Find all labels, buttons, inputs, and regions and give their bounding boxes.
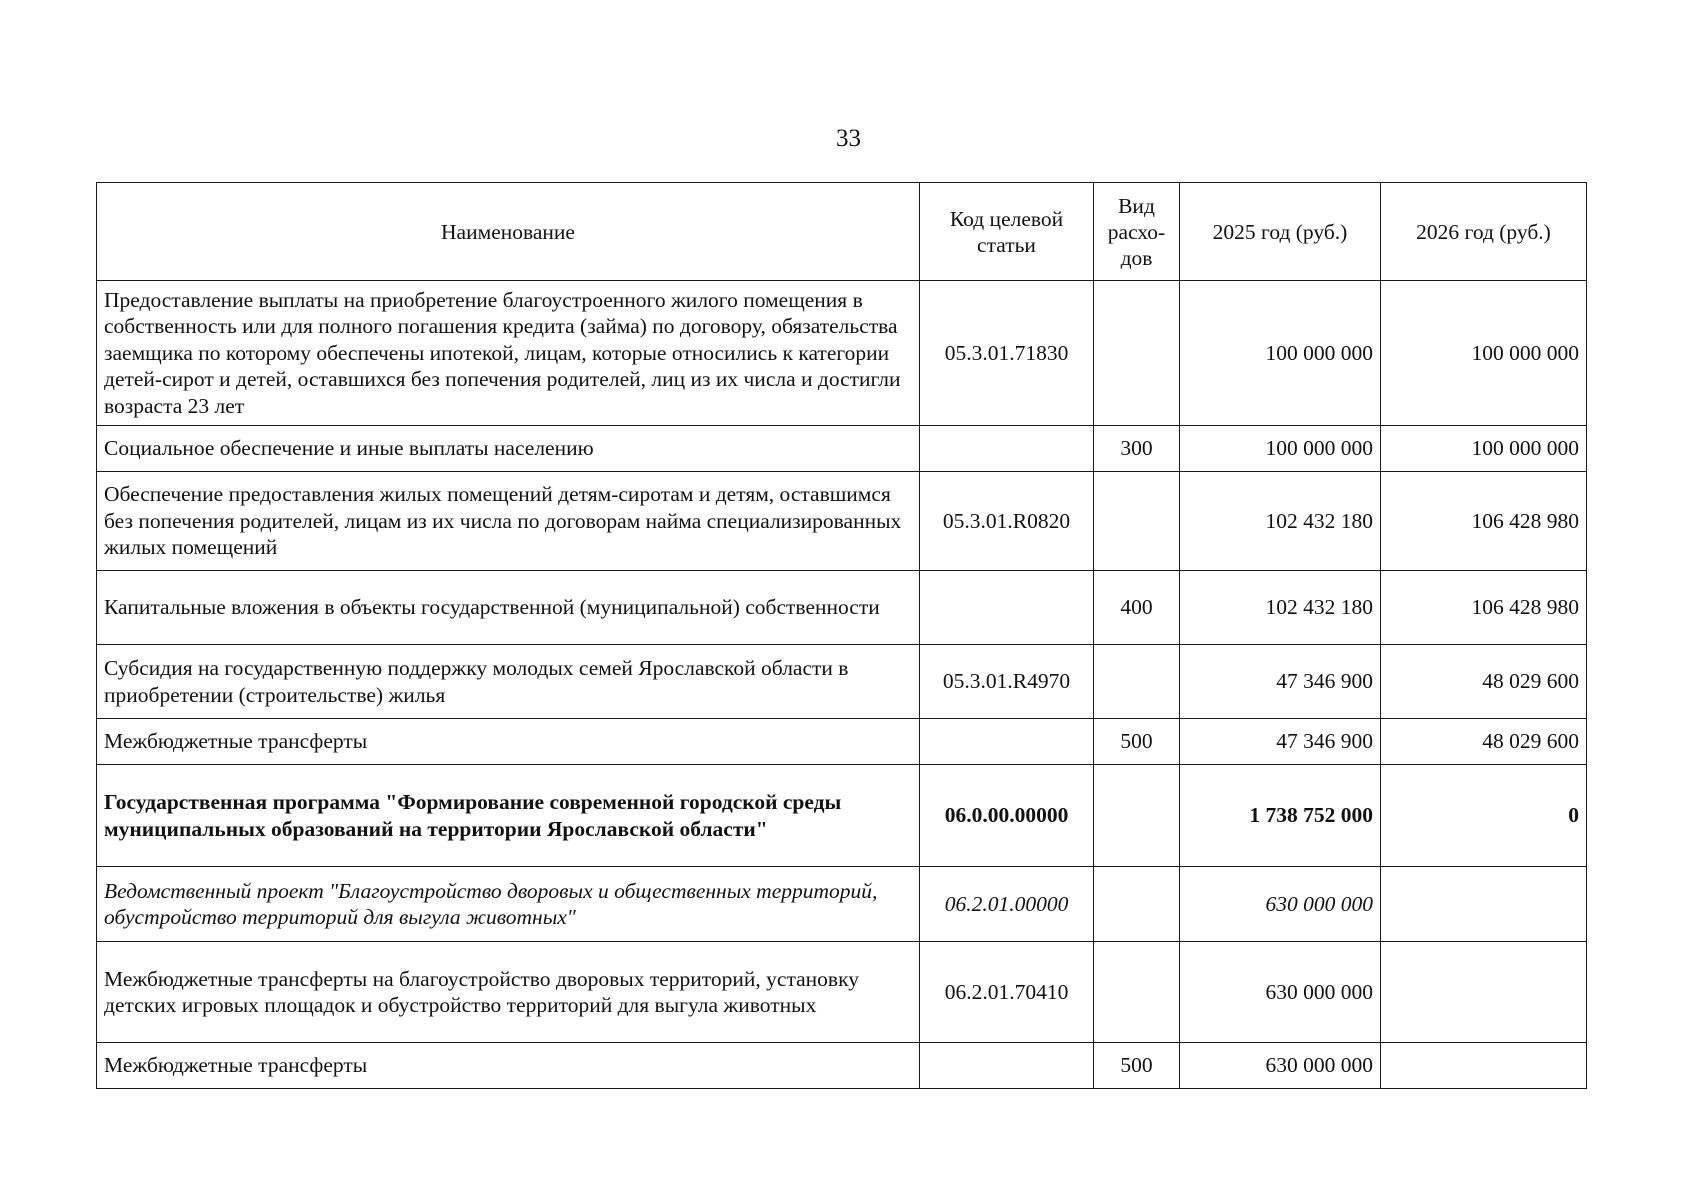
row-kind: 500: [1094, 719, 1180, 765]
row-2026: 100 000 000: [1381, 281, 1587, 426]
row-name: Межбюджетные трансферты на благоустройство дворовых территорий, установку детских игровых площадок и обустройство территорий для выгула животных: [97, 942, 920, 1043]
row-kind: [1094, 867, 1180, 942]
table-row: [97, 765, 1587, 867]
table-header-row: [97, 183, 1587, 281]
row-2025: 100 000 000: [1180, 281, 1381, 426]
row-code: [920, 1043, 1094, 1089]
row-2025: 102 432 180: [1180, 472, 1381, 571]
row-2025: 630 000 000: [1180, 942, 1381, 1043]
row-name: Ведомственный проект "Благоустройство дворовых и общественных территорий, обустройство территорий для выгула животных": [97, 867, 920, 942]
budget-table: [96, 182, 1587, 1089]
row-2025: 630 000 000: [1180, 867, 1381, 942]
row-name: Субсидия на государственную поддержку молодых семей Ярославской области в приобретении (строительстве) жилья: [97, 645, 920, 719]
row-2026: 106 428 980: [1381, 571, 1587, 645]
row-kind: [1094, 281, 1180, 426]
row-2025: 47 346 900: [1180, 645, 1381, 719]
table-row: [97, 719, 1587, 765]
row-name: Социальное обеспечение и иные выплаты населению: [97, 426, 920, 472]
row-name: Обеспечение предоставления жилых помещений детям-сиротам и детям, оставшимся без попечения родителей, лицам из их числа по договорам найма специализированных жилых помещений: [97, 472, 920, 571]
row-name: Государственная программа "Формирование современной городской среды муниципальных образований на территории Ярославской области": [97, 765, 920, 867]
table-row: [97, 426, 1587, 472]
row-name: Межбюджетные трансферты: [97, 1043, 920, 1089]
row-kind: 300: [1094, 426, 1180, 472]
row-2026: 48 029 600: [1381, 645, 1587, 719]
row-2026: [1381, 1043, 1587, 1089]
row-code: 05.3.01.R4970: [920, 645, 1094, 719]
table-row: [97, 472, 1587, 571]
table-row: [97, 867, 1587, 942]
table-row: [97, 1043, 1587, 1089]
row-code: 06.2.01.70410: [920, 942, 1094, 1043]
row-name: Предоставление выплаты на приобретение благоустроенного жилого помещения в собственность или для полного погашения кредита (займа) по договору, обязательства заемщика по которому обеспечены ипотекой, лицам, которые относились к категории детей-сирот и детей, оставшихся без попечения родителей, лиц из их числа и достигли возраста 23 лет: [97, 281, 920, 426]
table-row: [97, 571, 1587, 645]
row-code: 06.0.00.00000: [920, 765, 1094, 867]
row-kind: [1094, 942, 1180, 1043]
row-2026: [1381, 867, 1587, 942]
row-name: Капитальные вложения в объекты государственной (муниципальной) собственности: [97, 571, 920, 645]
row-2025: 47 346 900: [1180, 719, 1381, 765]
header-kind: Вид расхо-дов: [1094, 183, 1180, 281]
row-code: 06.2.01.00000: [920, 867, 1094, 942]
table-row: [97, 942, 1587, 1043]
row-name: Межбюджетные трансферты: [97, 719, 920, 765]
row-2026: 106 428 980: [1381, 472, 1587, 571]
row-kind: 500: [1094, 1043, 1180, 1089]
row-2026: [1381, 942, 1587, 1043]
row-code: [920, 719, 1094, 765]
row-code: 05.3.01.R0820: [920, 472, 1094, 571]
row-2025: 630 000 000: [1180, 1043, 1381, 1089]
row-kind: 400: [1094, 571, 1180, 645]
row-kind: [1094, 472, 1180, 571]
header-name: Наименование: [97, 183, 920, 281]
page-number: 33: [836, 125, 861, 152]
header-2026: 2026 год (руб.): [1381, 183, 1587, 281]
row-kind: [1094, 645, 1180, 719]
row-2025: 102 432 180: [1180, 571, 1381, 645]
row-kind: [1094, 765, 1180, 867]
row-2026: 0: [1381, 765, 1587, 867]
table-row: [97, 645, 1587, 719]
header-code: Код целевой статьи: [920, 183, 1094, 281]
header-2025: 2025 год (руб.): [1180, 183, 1381, 281]
row-code: [920, 571, 1094, 645]
row-2025: 1 738 752 000: [1180, 765, 1381, 867]
table-row: [97, 281, 1587, 426]
row-2026: 48 029 600: [1381, 719, 1587, 765]
row-code: 05.3.01.71830: [920, 281, 1094, 426]
row-2026: 100 000 000: [1381, 426, 1587, 472]
row-code: [920, 426, 1094, 472]
row-2025: 100 000 000: [1180, 426, 1381, 472]
